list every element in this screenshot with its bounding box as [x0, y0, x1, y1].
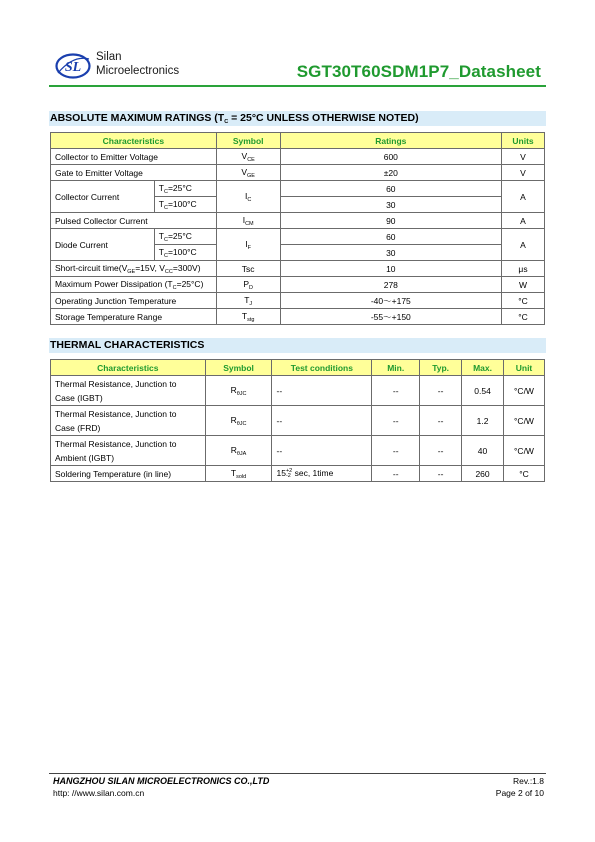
footer-company: HANGZHOU SILAN MICROELECTRONICS CO.,LTD [53, 776, 270, 786]
col-symbol: Symbol [216, 133, 280, 149]
page-number: Page 2 of 10 [495, 788, 544, 798]
table-row: Collector to Emitter Voltage $V_{CE}$ 600 V [51, 149, 545, 165]
table-row: Maximum Power Dissipation $(T_C=25^\circ C)$ $P_D$ 278 W [51, 277, 545, 293]
silan-logo [55, 53, 91, 79]
company-name: Silan Microelectronics [96, 51, 180, 77]
thermal-table [50, 359, 545, 482]
col-unit: Unit [504, 360, 545, 376]
col-min: Min. [372, 360, 420, 376]
col-ratings: Ratings [280, 133, 501, 149]
table-row: $T_C=100^\circ C$ 30 [51, 245, 545, 261]
footer-divider [49, 773, 546, 774]
table-header-row [51, 360, 545, 376]
table-row: Gate to Emitter Voltage $V_{GE}$ ±20 V [51, 165, 545, 181]
footer-url: http: //www.silan.com.cn [53, 788, 145, 798]
col-units: Units [502, 133, 545, 149]
table-row: Diode Current $T_C=25^\circ C$ $I_F$ 60 A [51, 229, 545, 245]
col-symbol: Symbol [205, 360, 272, 376]
table-header-row [51, 133, 545, 149]
col-test-conditions: Test conditions [272, 360, 372, 376]
table-row: Storage Temperature Range $T_{stg}$ -55～+150 °C [51, 309, 545, 325]
table-row: Short-circuit $time(V_{GE}=15V$, $V_{CC}=300V$) Tsc 10 μs [51, 261, 545, 277]
abs-max-heading: ABSOLUTE MAXIMUM RATINGS ($T_C = 25^\circ C$ UNLESS OTHERWISE NOTED) [49, 111, 546, 126]
col-typ: Typ. [420, 360, 462, 376]
table-row: Thermal Resistance, Junction to Ambient (IGBT) $R_{\theta JA}$ -- -- -- 40 °C/W [51, 436, 545, 466]
table-row: Thermal Resistance, Junction to Case (IGBT) $R_{\theta JC}$ -- -- -- 0.54 °C/W [51, 376, 545, 406]
svg-text:SL: SL [64, 60, 82, 75]
revision-label: Rev.:1.8 [512, 776, 544, 786]
header-divider [49, 85, 546, 87]
thermal-heading: THERMAL CHARACTERISTICS [49, 338, 546, 353]
table-row: $T_C=100^\circ C$ 30 [51, 197, 545, 213]
table-row: Pulsed Collector Current $I_{CM}$ 90 A [51, 213, 545, 229]
document-title: SGT30T60SDM1P7_Datasheet [296, 62, 541, 81]
col-characteristics: Characteristics [51, 133, 217, 149]
table-row: Collector Current $T_C=25^\circ C$ $I_C$ 60 A [51, 181, 545, 197]
col-max: Max. [462, 360, 504, 376]
table-row: Operating Junction Temperature $T_J$ -40～+175 °C [51, 293, 545, 309]
abs-max-table [50, 132, 545, 325]
col-characteristics: Characteristics [51, 360, 206, 376]
table-row: Thermal Resistance, Junction to Case (FRD) $R_{\theta JC}$ -- -- -- 1.2 °C/W [51, 406, 545, 436]
table-row: Soldering Temperature (in line) $T_{sold}$ 15 +2 -2 sec, 1time -- -- 260 °C [51, 466, 545, 482]
